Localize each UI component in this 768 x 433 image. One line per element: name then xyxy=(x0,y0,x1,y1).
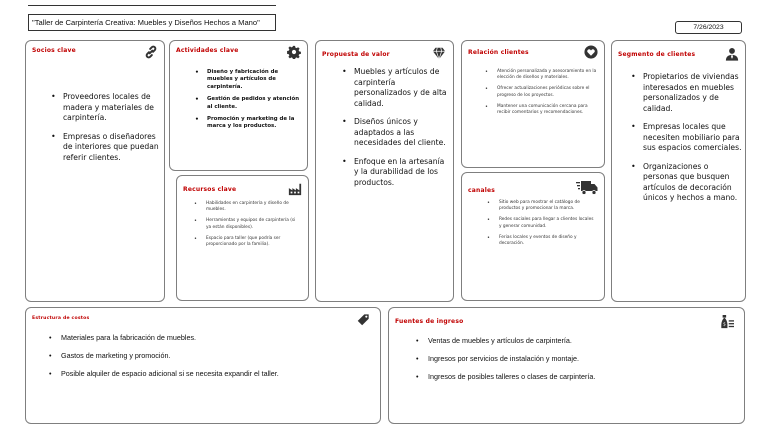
list-item: • Gestión de pedidos y atención al cliente. xyxy=(207,96,303,111)
card-heading: Socios clave xyxy=(32,47,76,54)
card-recursos-clave xyxy=(176,175,309,301)
card-propuesta-valor xyxy=(315,40,454,302)
recursos-list xyxy=(206,201,298,253)
list-item: • Organizaciones o personas que busquen artículos de decoración únicos y hechos a mano. xyxy=(643,162,743,204)
list-item: • Atención personalizada y asesoramiento en la elección de diseños y materiales. xyxy=(497,69,597,81)
list-item: • Enfoque en la artesanía y la durabilidad de los productos. xyxy=(354,157,448,189)
title-rule xyxy=(28,5,276,6)
diamond-icon xyxy=(431,46,447,60)
card-fuentes-ingreso xyxy=(388,307,745,424)
list-item: • Redes sociales para llegar a clientes locales y generar comunidad. xyxy=(499,217,597,229)
card-heading: Relación clientes xyxy=(468,49,529,56)
list-item: • Ventas de muebles y artículos de carpintería. xyxy=(428,336,728,346)
list-item: • Materiales para la fabricación de muebles. xyxy=(61,333,371,343)
heart-icon xyxy=(584,45,598,59)
card-heading: Actividades clave xyxy=(176,47,239,54)
list-item: • Habilidades en carpintería y diseño de muebles. xyxy=(206,201,298,213)
card-heading: Recursos clave xyxy=(183,186,237,193)
gear-icon xyxy=(287,45,301,59)
list-item: • Muebles y artículos de carpintería personalizados y de alta calidad. xyxy=(354,67,448,109)
list-item: • Ferias locales y eventos de diseño y decoración. xyxy=(499,235,597,247)
list-item: • Proveedores locales de madera y materiales de carpintería. xyxy=(63,92,163,124)
ingresos-list xyxy=(428,336,728,390)
card-socios-clave xyxy=(25,40,165,302)
canvas-date[interactable]: 7/26/2023 xyxy=(675,21,742,34)
list-item: • Ingresos de posibles talleres o clases de carpintería. xyxy=(428,372,728,382)
card-actividades-clave xyxy=(169,40,308,171)
card-heading: Propuesta de valor xyxy=(322,51,390,58)
card-heading: Segmento de clientes xyxy=(618,51,696,58)
card-estructura-costos xyxy=(25,307,381,424)
card-canales xyxy=(461,172,605,301)
segmento-list xyxy=(643,72,743,212)
card-segmento-clientes xyxy=(611,40,746,302)
truck-icon xyxy=(576,181,598,195)
person-icon xyxy=(725,47,739,61)
canvas-title[interactable]: "Taller de Carpintería Creativa: Muebles y Diseños Hechos a Mano" xyxy=(28,14,276,31)
link-icon xyxy=(144,45,158,59)
list-item: • Sitio web para mostrar el catálogo de productos y promocionar la marca. xyxy=(499,200,597,212)
actividades-list xyxy=(207,69,303,136)
list-item: • Empresas o diseñadores de interiores que puedan referir clientes. xyxy=(63,132,163,164)
list-item: • Mantener una comunicación cercana para recibir comentarios y recomendaciones. xyxy=(497,104,597,116)
list-item: • Espacio para taller (que podría ser proporcionado por la familia). xyxy=(206,236,298,248)
card-relacion-clientes xyxy=(461,40,605,168)
costos-list xyxy=(61,333,371,387)
card-heading: Fuentes de ingreso xyxy=(395,318,464,325)
relacion-list xyxy=(497,69,597,121)
money-icon xyxy=(719,315,735,329)
list-item: • Ingresos por servicios de instalación y montaje. xyxy=(428,354,728,364)
list-item: • Posible alquiler de espacio adicional si se necesita expandir el taller. xyxy=(61,369,371,379)
list-item: • Diseños únicos y adaptados a las necesidades del cliente. xyxy=(354,117,448,149)
list-item: • Diseño y fabricación de muebles y artículos de carpintería. xyxy=(207,69,303,91)
list-item: • Propietarios de viviendas interesados en muebles personalizados y de calidad. xyxy=(643,72,743,114)
list-item: • Ofrecer actualizaciones periódicas sobre el progreso de los proyectos. xyxy=(497,86,597,98)
canales-list xyxy=(499,200,597,252)
tag-icon xyxy=(356,313,370,327)
propuesta-list xyxy=(354,67,448,196)
list-item: • Herramientas y equipos de carpintería (si ya están disponibles). xyxy=(206,218,298,230)
list-item: • Empresas locales que necesiten mobiliario para sus espacios comerciales. xyxy=(643,122,743,154)
card-heading: Estructura de costos xyxy=(32,316,90,321)
list-item: • Gastos de marketing y promoción. xyxy=(61,351,371,361)
socios-list xyxy=(63,92,163,171)
factory-icon xyxy=(288,182,302,196)
card-heading: canales xyxy=(468,187,496,194)
list-item: • Promoción y marketing de la marca y los productos. xyxy=(207,116,303,131)
svg-text:$: $ xyxy=(722,322,726,328)
